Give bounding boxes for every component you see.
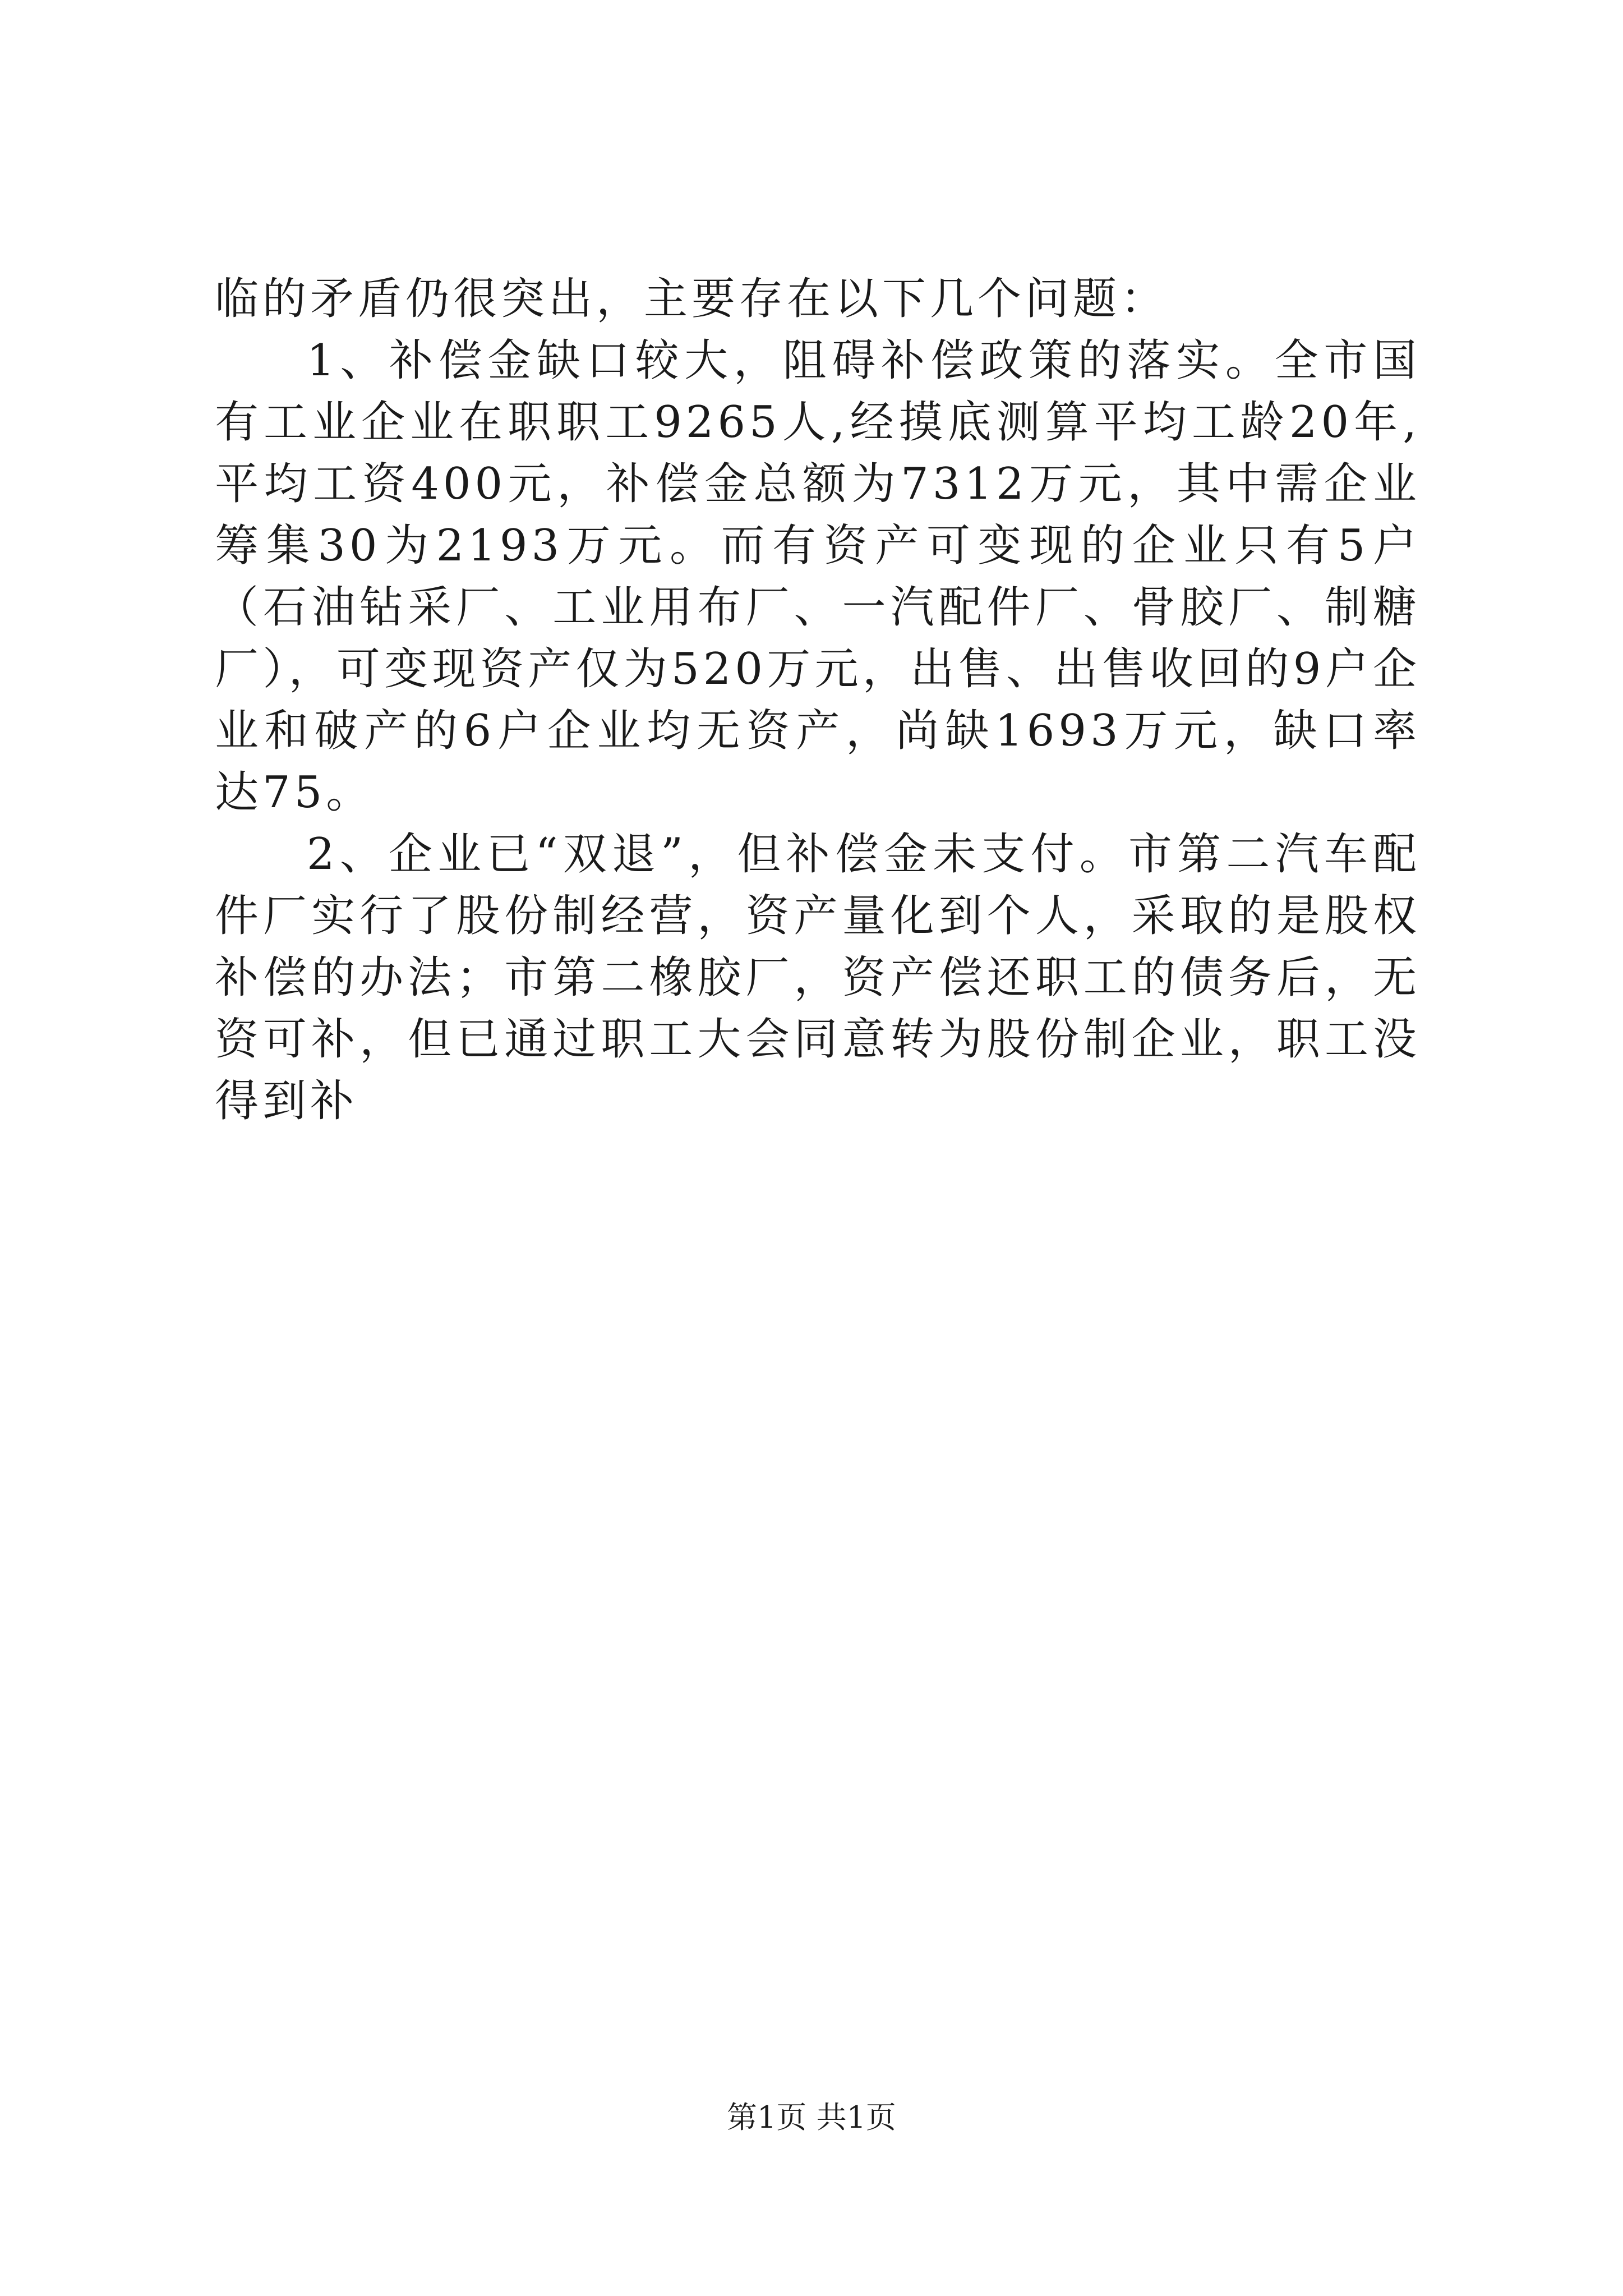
paragraph-intro: 临的矛盾仍很突出，主要存在以下几个问题： — [215, 274, 1169, 324]
paragraph-item-2: 2、企业已“双退”，但补偿金未支付。市第二汽车配件厂实行了股份制经营，资产量化到个人，采取的是股权补偿的办法；市第二橡胶厂，资产偿还职工的债务后，无资可补，但已通过职工大会同意转为股份制企业，职工没得到补 — [215, 829, 1421, 1126]
paragraph-item-1: 1、补偿金缺口较大，阻碍补偿政策的落实。全市国有工业企业在职职工9265人,经摸底测算平均工龄20年,平均工资400元，补偿金总额为7312万元，其中需企业筹集30为2193万元。而有资产可变现的企业只有5户（石油钻采厂、工业用布厂、一汽配件厂、骨胶厂、制糖厂），可变现资产仅为520万元，出售、出售收回的9户企业和破产的6户企业均无资产，尚缺1693万元，缺口率达75。 — [215, 335, 1421, 818]
page-number-footer: 第1页 共1页 — [727, 2100, 896, 2135]
body-text — [215, 268, 1421, 1132]
